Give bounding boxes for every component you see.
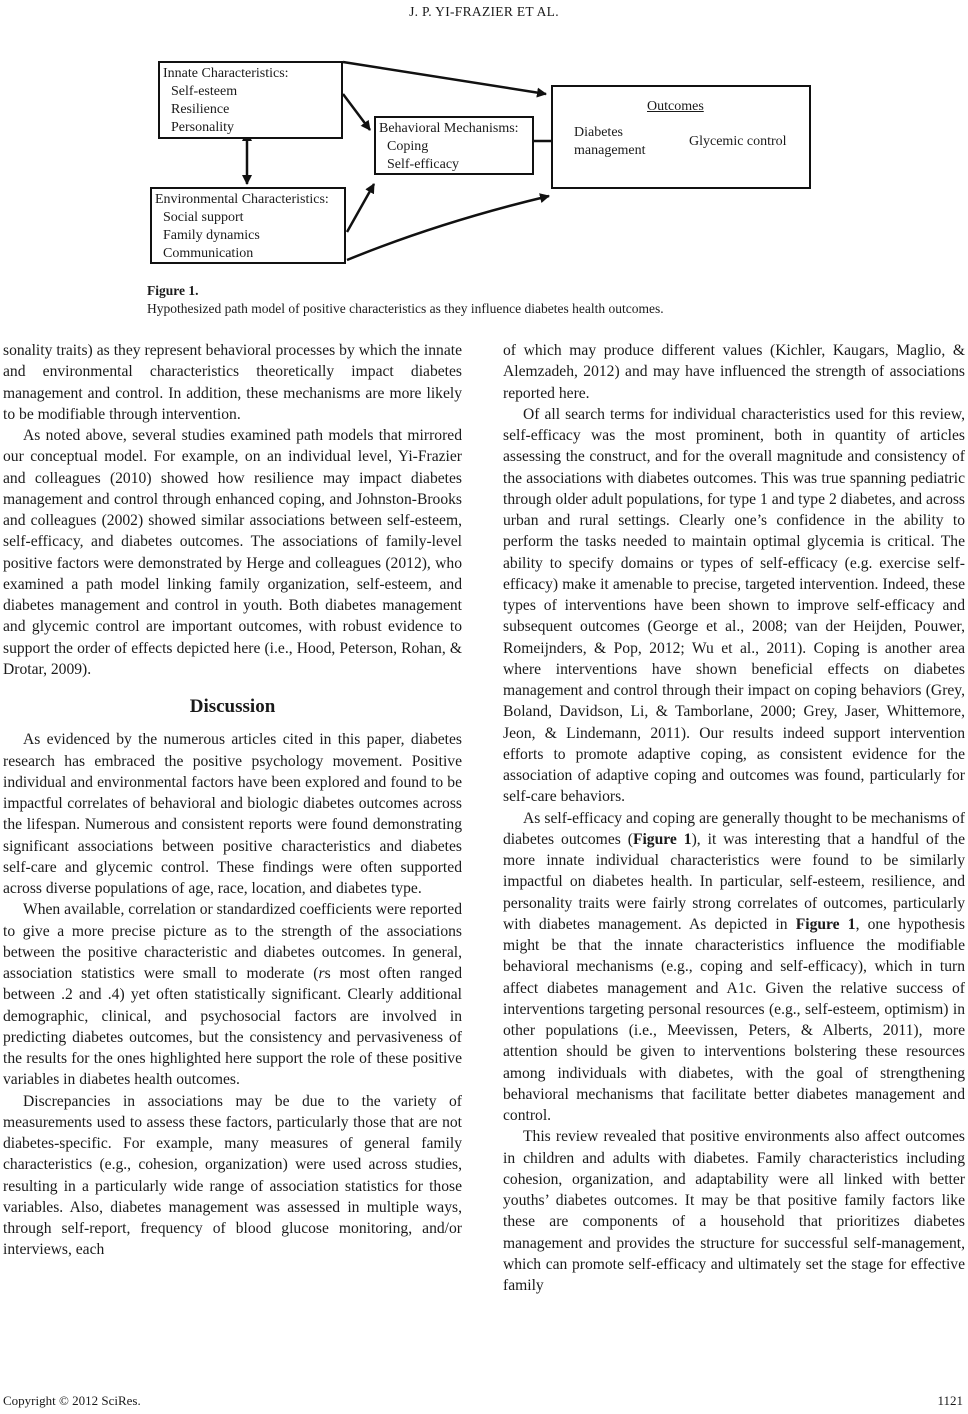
innate-box	[158, 61, 343, 139]
paragraph: Of all search terms for individual characteristics used for this review, self-efficacy was the most prominent, both in quantity of articles assessing the construct, and for the overall magnitude and consistency of the associations with diabetes outcomes. This was true spanning pediatric through older adult populations, for type 1 and type 2 diabetes, and across urban and rural settings. Clearly one’s confidence in the ability to perform the tasks needed to maintain optimal glycemia is critical. The ability to specify domains or types of self-efficacy (e.g. exercise self-efficacy) make it amenable to precise, targeted intervention. Indeed, these types of interventions have been shown to improve self-efficacy and subsequent outcomes (George et al., 2008; van der Heijden, Pouwer, Romeijnders, & Pop, 2012; Wu et al., 2011). Coping is another area where interventions have shown beneficial effects on diabetes management and control through their impact on coping behaviors (Grey, Boland, Davidson, Li, & Tamborlane, 2000; Grey, Jaser, Whittemore, Jeon, & Lindemann, 2011). Our results indeed support intervention efforts to promote adaptive coping, as consistent evidence for the association of adaptive coping and outcomes was found, particularly for self-care behaviors.	[503, 405, 965, 806]
outcomes-box	[551, 85, 811, 189]
arrow-environmental-outcomes	[347, 196, 549, 260]
environmental-item: Communication	[163, 246, 254, 261]
paragraph: of which may produce different values (Kichler, Kaugars, Maglio, & Alemzadeh, 2012) and may have influenced the strength of associations reported here.	[503, 342, 965, 402]
italic-r: r	[318, 965, 325, 982]
innate-item: Personality	[171, 120, 234, 135]
paragraph: This review revealed that positive environments also affect outcomes in children and adults with diabetes. Family characteristics including cohesion, organization, and adaptability were all linked with better youths’ diabetes outcomes. It may be that positive family factors like these are components of a household that prioritizes diabetes management and provides the structure for successful self-management, which can promote self-efficacy and ultimately set the stage for effective family	[503, 1128, 965, 1294]
running-head: J. P. YI-FRAZIER ET AL.	[409, 4, 559, 19]
paragraph: As noted above, several studies examined path models that mirrored our conceptual model. For example, on an individual level, Yi-Frazier and colleagues (2010) showed how resilience may impact diabetes management and control through enhanced coping, and Johnston-Brooks and colleagues (2002) showed similar associations between self-esteem, self-efficacy, and diabetes outcomes. The associations of family-level positive factors were demonstrated by Herge and colleagues (2012), who examined a path model linking family organization, self-esteem, and diabetes management and control in youth. Both diabetes management and glycemic control are important outcomes, with robust evidence to support the order of effects depicted here (i.e., Hood, Peterson, Rohan, & Drotar, 2009).	[3, 427, 462, 678]
left-column	[3, 340, 462, 1261]
innate-item: Self-esteem	[171, 84, 238, 99]
outcome-diabetes-management-line1: Diabetes	[574, 125, 623, 140]
arrow-innate-behavioral	[343, 94, 370, 130]
figure-caption-label: Figure 1.	[147, 283, 199, 298]
right-column	[503, 340, 965, 1296]
paragraph	[3, 899, 462, 1090]
text-span: ), it was interesting that a handful of the more innate individual characteristics were found to be similarly impactful on diabetes health. In particular, self-esteem, resilience, and personality traits were fairly strong correlates of outcomes, particularly with diabetes management. As depicted in	[503, 830, 965, 933]
paragraph: As evidenced by the numerous articles cited in this paper, diabetes research has embraced the positive psychology movement. Positive individual and environmental factors have been explored and found to be impactful correlates of behavioral and biologic diabetes outcomes across the lifespan. Numerous and consistent reports were found demonstrating significant associations between positive characteristics and diabetes self-care and glycemic control. These findings were often supported across diverse populations of age, race, location, and diabetes type.	[3, 731, 462, 897]
behavioral-title: Behavioral Mechanisms:	[379, 121, 519, 136]
text-span: , one hypothesis might be that the innate characteristics influence the modifiable behavioral mechanisms (e.g., coping and self-efficacy), which in turn affect diabetes management and A1c. Given the relative success of interventions targeting personal resources (e.g., self-esteem, optimism) in other populations (i.e., Meevissen, Peters, & Alberts, 2011), more attention should be given to interventions bolstering these resources among individuals with diabetes, with the goal of strengthening behavioral mechanisms that facilitate better diabetes management and control.	[503, 915, 965, 1124]
innate-item: Resilience	[171, 102, 230, 117]
footer-copyright: Copyright © 2012 SciRes.	[3, 1393, 141, 1408]
behavioral-item: Coping	[387, 139, 429, 154]
outcomes-title: Outcomes	[647, 99, 704, 114]
text-span: When available, correlation or standardized coefficients were reported to give a more precise picture as to the strength of the associations between the positive characteristic and diabetes outcomes. In general, association statistics were small to moderate (	[3, 901, 462, 982]
figure-caption-text: Hypothesized path model of positive characteristics as they influence diabetes health outcomes.	[147, 301, 664, 316]
figure-reference: Figure 1	[632, 830, 692, 848]
paragraph: sonality traits) as they represent behavioral processes by which the innate and environmental characteristics theoretically impact diabetes management and control. In addition, these mechanisms are more likely to be modifiable through intervention.	[3, 342, 462, 423]
outcome-glycemic-control: Glycemic control	[689, 134, 787, 149]
environmental-title: Environmental Characteristics:	[155, 192, 329, 207]
arrow-environmental-behavioral	[347, 184, 374, 232]
paragraph: Discrepancies in associations may be due to the variety of measurements used to assess these factors, particularly those that are not diabetes-specific. For example, many measures of general family characteristics (e.g., cohesion, organization) were used across studies, resulting in a particularly wide range of association statistics for those variables. Also, diabetes management was assessed in multiple ways, through self-report, frequency of blood glucose monitoring, and/or interviews, each	[3, 1092, 462, 1259]
behavioral-box	[374, 116, 534, 175]
behavioral-item: Self-efficacy	[387, 157, 460, 172]
paragraph	[503, 808, 965, 1127]
figure-reference: Figure 1	[795, 915, 856, 933]
arrow-innate-outcomes	[343, 62, 546, 94]
innate-title: Innate Characteristics:	[163, 66, 289, 81]
environmental-item: Family dynamics	[163, 228, 260, 243]
section-heading-discussion: Discussion	[189, 696, 276, 717]
text-span: s most often ranged between .2 and .4) yet often statistically significant. Clearly additional demographic, clinical, and psychosocial factors are involved in predicting diabetes outcomes, but the consistency and pervasiveness of the results for the ones highlighted here support the role of these positive variables in diabetes health outcomes.	[3, 965, 462, 1089]
environmental-item: Social support	[163, 210, 244, 225]
environmental-box	[150, 187, 346, 264]
outcome-diabetes-management-line2: management	[574, 143, 646, 158]
footer-page-number: 1121	[937, 1393, 963, 1408]
text-span: As self-efficacy and coping are generally thought to be mechanisms of diabetes outcomes (	[503, 809, 965, 848]
